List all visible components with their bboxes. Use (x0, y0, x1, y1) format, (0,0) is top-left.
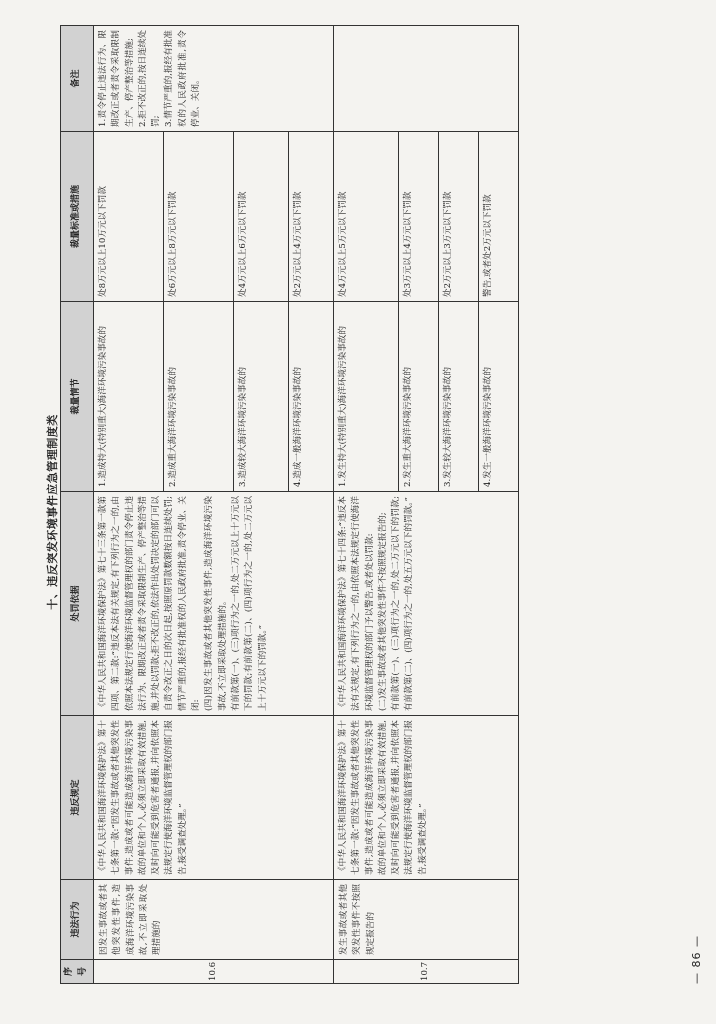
row-standard: 处3万元以上4万元以下罚款 (398, 132, 438, 302)
row-circumstance: 3.发生较大海洋环境污染事故的 (438, 302, 478, 492)
penalty-table (60, 25, 519, 984)
row-violation: 因发生事故或者其他突发性事件,造成海洋环境污染事故,不立即采取处理措施的 (93, 880, 333, 960)
row-standard: 处6万元以上8万元以下罚款 (163, 132, 233, 302)
row-standard: 警告,或者处2万元以下罚款 (478, 132, 518, 302)
row-circumstance: 1.发生特大(特别重大)海洋环境污染事故的 (333, 302, 398, 492)
header-circumstance: 裁量情节 (61, 302, 94, 492)
row-seq: 10.7 (333, 960, 518, 984)
row-circumstance: 3.造成较大海洋环境污染事故的 (233, 302, 288, 492)
header-basis: 处罚依据 (61, 492, 94, 716)
header-violation: 违法行为 (61, 880, 94, 960)
row-note (333, 26, 518, 132)
header-note: 备注 (61, 26, 94, 132)
row-standard: 处4万元以上5万元以下罚款 (333, 132, 398, 302)
header-provision: 违反规定 (61, 716, 94, 880)
row-standard: 处8万元以上10万元以下罚款 (93, 132, 163, 302)
row-note: 1.责令停止违法行为、限期改正或者责令采取限制生产、停产整治等措施; 2.拒不改正的,按日连续处罚; 3.情节严重的,报经有批准权的人民政府批准,责令停业、关闭。 (93, 26, 333, 132)
table-row (93, 26, 163, 984)
row-circumstance: 4.造成一般海洋环境污染事故的 (288, 302, 333, 492)
row-basis: 《中华人民共和国海洋环境保护法》第七十四条:“违反本法有关规定,有下列行为之一的,由依照本法规定行使海洋环境监督管理权的部门予以警告,或者处以罚款: (二)发生事故或者其他突发性事件不按照规定报告的; 有前款第(一)、(三)项行为之一的,处二万元以下的罚款;有前款第(二)、(四)项行为之一的,处五万元以下的罚款。” (333, 492, 518, 716)
row-standard: 处2万元以上3万元以下罚款 (438, 132, 478, 302)
row-basis: 《中华人民共和国海洋环境保护法》第七十三条第一款第四项、第二款:“违反本法有关规定,有下列行为之一的,由依照本法规定行使海洋环境监督管理权的部门责令停止违法行为、限期改正或者责令采取限制生产、停产整治等措施,并处以罚款;拒不改正的,依法作出处罚决定的部门可以自责令改正之日的次日起,按照原罚款数额按日连续处罚;情节严重的,报经有批准权的人民政府批准,责令停业、关闭: (四)因发生事故或者其他突发性事件,造成海洋环境污染事故,不立即采取处理措施的。 有前款第(一)、(三)项行为之一的,处二万元以上十万元以下的罚款;有前款第(二)、(四)项行为之一的,处二万元以上十万元以下的罚款。” (93, 492, 333, 716)
table-row (333, 26, 398, 984)
header-seq: 序号 (61, 960, 94, 984)
row-circumstance: 2.造成重大海洋环境污染事故的 (163, 302, 233, 492)
row-circumstance: 4.发生一般海洋环境污染事故的 (478, 302, 518, 492)
row-provision: 《中华人民共和国海洋环境保护法》第十七条第一款:“因发生事故或者其他突发性事件,造成或者可能造成海洋环境污染事故的单位和个人,必须立即采取有效措施,及时向可能受到危害者通报,并向依照本法规定行使海洋环境监督管理权的部门报告,接受调查处理。” (333, 716, 518, 880)
header-row (61, 26, 94, 984)
row-standard: 处2万元以上4万元以下罚款 (288, 132, 333, 302)
row-seq: 10.6 (93, 960, 333, 984)
row-standard: 处4万元以上6万元以下罚款 (233, 132, 288, 302)
row-provision: 《中华人民共和国海洋环境保护法》第十七条第一款:“因发生事故或者其他突发性事件,造成或者可能造成海洋环境污染事故的单位和个人,必须立即采取有效措施,及时向可能受到危害者通报,并向依照本法规定行使海洋环境监督管理权的部门报告,接受调查处理。” (93, 716, 333, 880)
header-standard: 裁量标准或措施 (61, 132, 94, 302)
row-circumstance: 2.发生重大海洋环境污染事故的 (398, 302, 438, 492)
row-circumstance: 1.造成特大(特别重大)海洋环境污染事故的 (93, 302, 163, 492)
table-title: 十、违反突发环境事件应急管理制度类 (46, 414, 59, 610)
page-number: — 86 — (690, 935, 703, 984)
row-violation: 发生事故或者其他突发性事件不按照规定报告的 (333, 880, 518, 960)
